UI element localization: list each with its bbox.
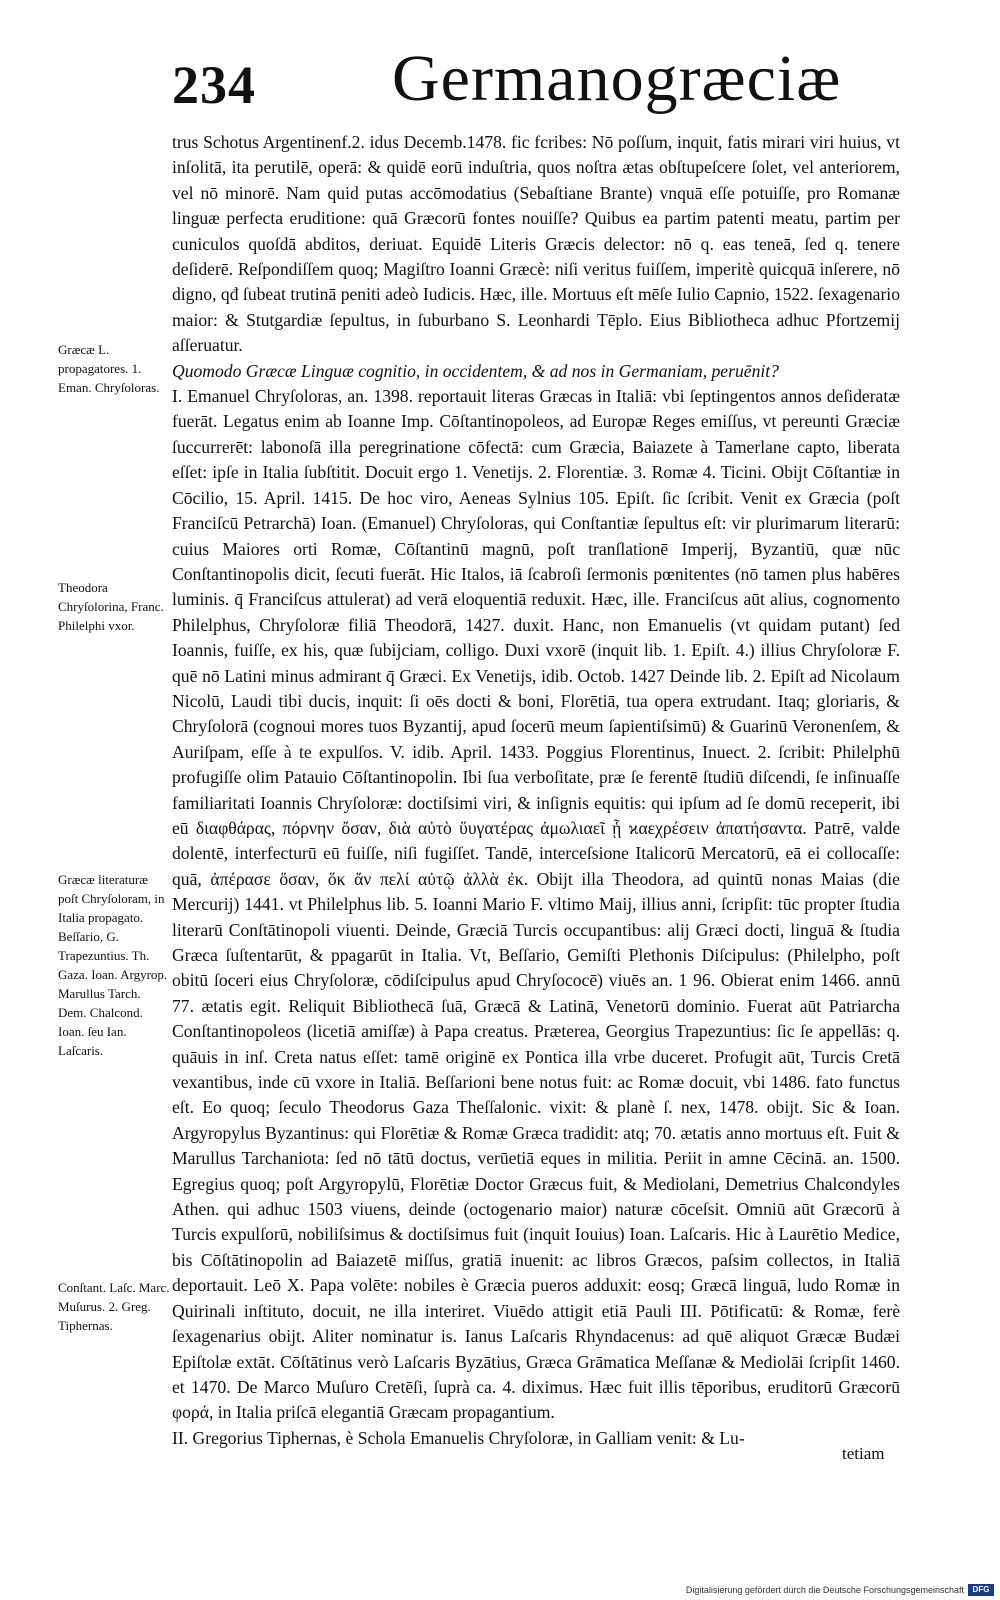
margin-note-1: Græcæ L. propagatores. 1. Eman. Chryſoloras. (58, 342, 160, 395)
catchword: tetiam (842, 1444, 885, 1463)
page-number: 234 (172, 55, 256, 115)
margin-note-3: Græcæ literaturæ poſt Chryſoloram, in Italia propagato. Beſſario, G. Trapezuntius. Th. Gaza. Ioan. Argyrop. Marullus Tarch. Dem. Chalcond. Ioan. ſeu Ian. Laſcaris. (58, 872, 168, 1058)
paragraph-1: trus Schotus Argentinenf.2. idus Decemb.1478. fic fcribes: Nō poſſum, inquit, fatis mirari viri huius, vt inſolitā, ita perutilē, operā: & quidē eorū induſtria, quos noſtra ætas obſtupeſcere ſolet, vel anteriorem, vel nō minorē. Nam quid putas accōmodatius (Sebaſtiane Brante) vnquā eſſe potuiſſe, pro Romanæ linguæ perfecta eruditione: quā Græcorū fontes nouiſſe? Quibus ea partim patenti meatu, partim per cuniculos quoſdā abditos, deriuat. Equidē Literis Græcis delector: nō q. eas teneā, ſed q. tenere deſiderē. Reſpondiſſem quoq; Magiſtro Ioanni Græcè: niſi veritus fuiſſem, imperitè quicquā inſerere, nō digno, qđ ſubeat trutinā peniti adeò Iudicis. Hæc, ille. Mortuus eſt mēſe Iulio Capnio, 1522. ſexagenario maior: & Stutgardiæ ſepultus, in ſuburbano S. Leonhardi Tēplo. Eius Bibliotheca adhuc Pfortzemij aſſeruatur. (172, 132, 900, 356)
paragraph-2: I. Emanuel Chryſoloras, an. 1398. reportauit literas Græcas in Italiā: vbi ſeptingentos annos deſideratæ fuerāt. Legatus enim ab Ioanne Imp. Cōſtantinopoleos, ad Europæ Reges emiſſus, vt pereunti Græciæ ſuccurrerēt: labonoſā illa peregrinatione cōfectā: cum Græcia, Baiazete à Tamerlane capto, liberata eſſet: ipſe in Italia ſubſtitit. Docuit ergo 1. Venetijs. 2. Florentiæ. 3. Romæ 4. Ticini. Obijt Cōſtantiæ in Cōcilio, 15. April. 1415. De hoc viro, Aeneas Sylnius 105. Epiſt. ſic ſcribit. Venit ex Græcia (poſt Franciſcū Petrarchā) Ioan. (Emanuel) Chryſoloras, qui Conſtantiæ ſepultus eſt: vir plurimarum literarū: cuius Maiores orti Romæ, Cōſtantinū magnū, poſt tranſlationē Imperij, Byzantiū, quæ nūc Conſtantinopolis dicit, ſecuti fuerāt. Hic Italos, iā ſcabroſi ſermonis pœnitentes (nō tamen plus habēres luminis. q̄ Franciſcus attulerat) ad verā eloquentiā reduxit. Hæc, ille. Franciſcus aūt alius, cognomento Philelphus, Chryſoloræ filiā Theodorā, 1427. duxit. Hanc, non Emanuelis (vt quidam putant) ſed Ioannis, fuiſſe, ex his, quæ ſubijciam, colligo. Duxi vxorē (inquit lib. 1. Epiſt. 4.) illius Chryſoloræ F. quē nō Latini minus admirant q̄ Græci. Ex Venetijs, idib. Octob. 1427 Deinde lib. 2. Epiſt ad Nicolaum Nicolū, Laudi tibi ducis, inquit: ſi oēs docti & boni, Florētiā, tua opera extrudant. Itaq; gloriaris, & Chryſolorā (cognoui mores tuos Byzantij, apud ſocerū meum ſapientiſsimū) & Guarinū Veronenſem, & Auriſpam, eſſe à te expulſos. V. idib. April. 1433. Poggius Florentinus, Inuect. 2. ſcribit: Philelphū profugiſſe olim Patauio Cōſtantinopolin. Ibi ſua verboſitate, præ ſe ferentē ſtudiū diſcendi, ſe inſinuaſſe familiaritati Ioannis Chryſoloræ: doctiſsimi viri, & inſignis equitis: qui ipſum ad ſe domū receperit, ibi eū διαφθάρας, πόρνην ὄσαν, διὰ αὐτὸ ὕυγατέρας ἀμωλιαεῖ ᾗ ϰαεχρέσειν ἀπατήσαντα. Patrē, valde dolentē, interfecturū eū fuiſſe, niſi fugiſſet. Tandē, interceſsione Italicorū Mercatorū, eā ei collocaſſe: quā, ἀπέρασε ὅσαν, ὅκ ἄν πελί αὐτῷ ἀλλὰ ἐκ. Obijt illa Theodora, ad quintū nonas Maias (die Mercurij) 1441. vt Philelphus lib. 5. Ioanni Mario F. vltimo Maij, illius anni, ſcripſit: tūc propter ſtudia literarū Conſtātinopoli viuenti. Deinde, Græciā Turcis occupantibus: alij Græci docti, linguā & ſtudia Græca ſuſtentarūt, & ppagarūt in Italia. Vt, Beſſario, Gemiſti Plethonis Diſcipulus: (Philelpho, poſt obitū ſoceri eius Chryſoloræ, cōdiſcipulus apud Chryſococē) viuēs an. 1 96. Obierat enim 1466. annū 77. ætatis egit. Reliquit Bibliothecā ſuā, Græcā & Latinā, Venetorū dominio. Fuerat aūt Patriarcha Conſtantinopoleos (licetiā amiſſæ) à Papa creatus. Præterea, Georgius Trapezuntius: ſic ſe appellās: q. quāuis in inſ. Creta natus eſſet: tamē originē ex Pontica illa vrbe duceret. Profugit aūt, Turcis Cretā vexantibus, inde cū vxore in Italiā. Beſſarioni bene notus fuit: ac Romæ docuit, vbi 1486. fato functus eſt. Eo quoq; ſeculo Theodorus Gaza Theſſalonic. vixit: & planè ſ. nex, 1478. obijt. Sic & Ioan. Argyropylus Byzantinus: qui Florētiæ & Romæ Græca tradidit: atq; 70. ætatis anno mortuus eſt. Fuit & Marullus Tarchaniota: ſed nō tātū doctus, verūetiā eques in militia. Periit in amne Cēcinā. an. 1500. Egregius quoq; poſt Argyropylū, Florētiæ Doctor Græcus fuit, & Mediolani, Demetrius Chalcondyles Athen. qui adhuc 1503 viuens, deinde (octogenario maior) naturæ cōceſsit. Omniū aūt Græcorū à Turcis expulſorū, nobiliſsimus & doctiſsimus fuit (inquit Iouius) Ioan. Laſcaris. Hic à Laurētio Medice, bis Cōſtātinopolin ad Baiazetē miſſus, gratiā inuenit: ac libros Græcos, paſsim collectos, in Italiā deportauit. Leō X. Papa volēte: nobiles è Græcia pueros adduxit: eosq; Græcā linguā, ludo Romæ in Quirinali inſtituto, docuit, ne illa interiret. Viuēdo attigit etiā Pauli III. Pōtificatū: & Romæ, ferè ſexagenarius obijt. Aliter nominatur is. Ianus Laſcaris Rhyndacenus: ad quē aliquot Græcæ Budæi Epiſtolæ extāt. Cōſtātinus verò Laſcaris Byzātius, Græca Grāmatica Meſſanæ & Mediolāi ſcripſit 1460. et 1470. De Marco Muſuro Cretēſi, ſuprà ca. 4. diximus. Hæc fuit illis tēporibus, eruditorū Græcorū φορά, in Italia priſcā elegantiā Græcam propagantium. (172, 386, 900, 1423)
paragraph-3: II. Gregorius Tiphernas, è Schola Emanuelis Chryſoloræ, in Galliam venit: & Lu- (172, 1427, 745, 1448)
footer (0, 1582, 1000, 1600)
dfg-logo-icon: DFG (968, 1584, 994, 1596)
margin-note-2: Theodora Chryſolorina, Franc. Philelphi vxor. (58, 580, 164, 633)
running-head: Germanogræciæ (392, 42, 842, 115)
section-heading: Quomodo Græcæ Linguæ cognitio, in occidentem, & ad nos in Germaniam, peruēnit? (172, 360, 779, 381)
main-text (172, 130, 900, 1451)
margin-note-4: Conſtant. Laſc. Marc. Muſurus. 2. Greg. Tiphernas. (58, 1280, 170, 1333)
funding-note: Digitalisierung gefördert durch die Deutsche Forschungsgemeinschaft (685, 1585, 964, 1595)
